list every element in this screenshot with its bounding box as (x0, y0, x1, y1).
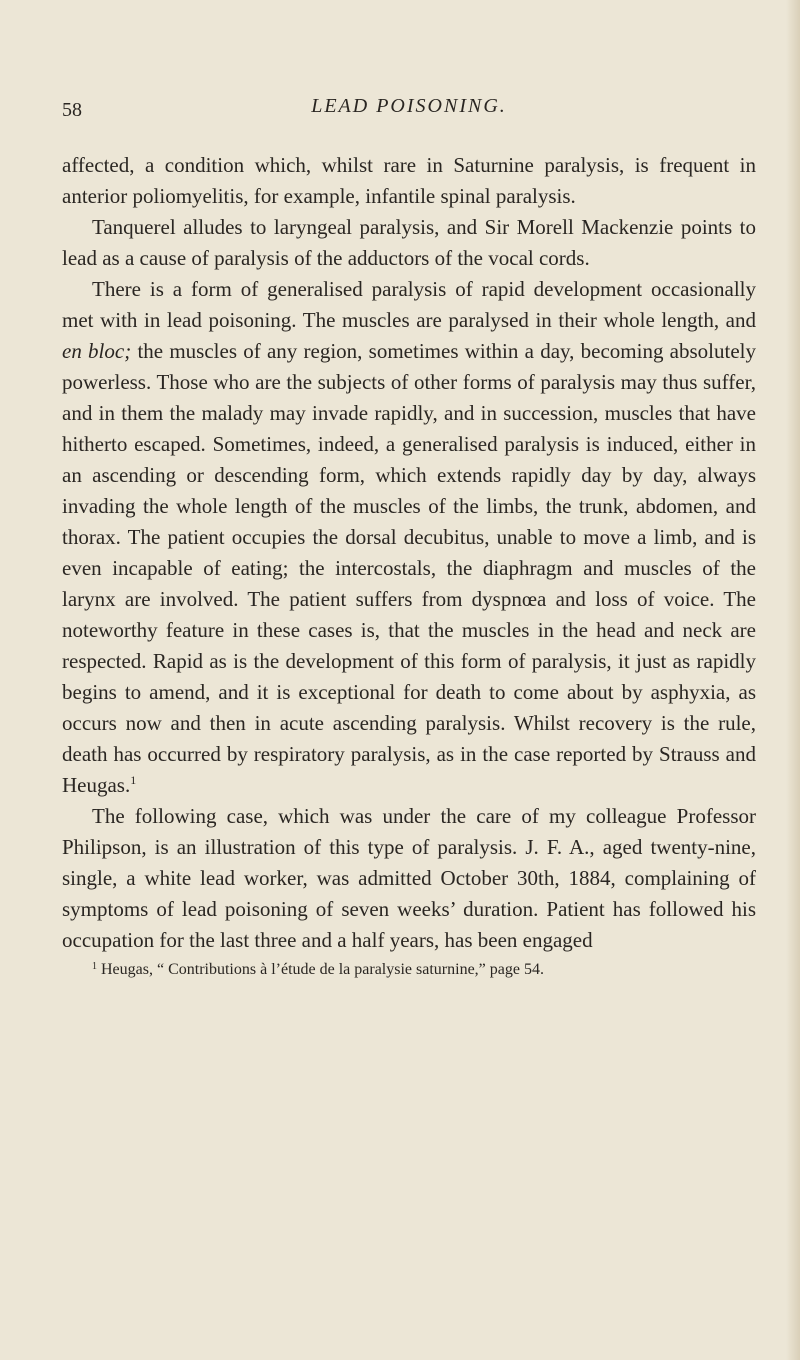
page-number: 58 (62, 99, 82, 121)
footnote-text: Heugas, “ Contributions à l’étude de la paralysie saturnine,” page 54. (101, 961, 544, 978)
footnote-reference: 1 (130, 773, 137, 787)
paragraph-continuation: affected, a condition which, whilst rare in Saturnine paralysis, is frequent in anterior poliomyelitis, for example, infantile spinal paralysis. (62, 153, 756, 208)
paragraph-generalised-paralysis (62, 274, 756, 801)
paragraph-case-report: The following case, which was under the care of my colleague Professor Philipson, is an illustration of this type of paralysis. J. F. A., aged twenty-nine, single, a white lead worker, was admitted October 30th, 1884, complaining of symptoms of lead poisoning of seven weeks’ duration. Patient has followed his occupation for the last three and a half years, has been engaged (62, 804, 756, 952)
page-edge (786, 0, 800, 1360)
page-header (62, 0, 756, 143)
body-text (62, 150, 756, 956)
paragraph-laryngeal: Tanquerel alludes to laryngeal paralysis, and Sir Morell Mackenzie points to lead as a cause of paralysis of the adductors of the vocal cords. (62, 215, 756, 270)
paragraph-text-part: the muscles of any region, sometimes within a day, becoming absolutely powerless. Those who are the subjects of other forms of paralysis may thus suffer, and in them the malady may invade rapidly, and in succession, muscles that have hitherto escaped. Sometimes, indeed, a generalised paralysis is induced, either in an ascending or descending form, which extends rapidly day by day, always invading the whole length of the muscles of the limbs, the trunk, abdomen, and thorax. The patient occupies the dorsal decubitus, unable to move a limb, and is even incapable of eating; the intercostals, the diaphragm and muscles of the larynx are involved. The patient suffers from dyspnœa and loss of voice. The noteworthy feature in these cases is, that the muscles in the head and neck are respected. Rapid as is the development of this form of paralysis, it just as rapidly begins to amend, and it is exceptional for death to come about by asphyxia, as occurs now and then in acute ascending paralysis. Whilst recovery is the rule, death has occurred by respiratory paralysis, as in the case reported by Strauss and Heugas. (62, 339, 756, 797)
running-title: LEAD POISONING. (311, 95, 507, 117)
paragraph-text-part: There is a form of generalised paralysis of rapid development occasionally met with in lead poisoning. The muscles are paralysed in their whole length, and (62, 277, 756, 332)
footnote (62, 959, 756, 981)
italic-phrase: en bloc; (62, 339, 132, 363)
footnote-marker: 1 (92, 961, 97, 972)
